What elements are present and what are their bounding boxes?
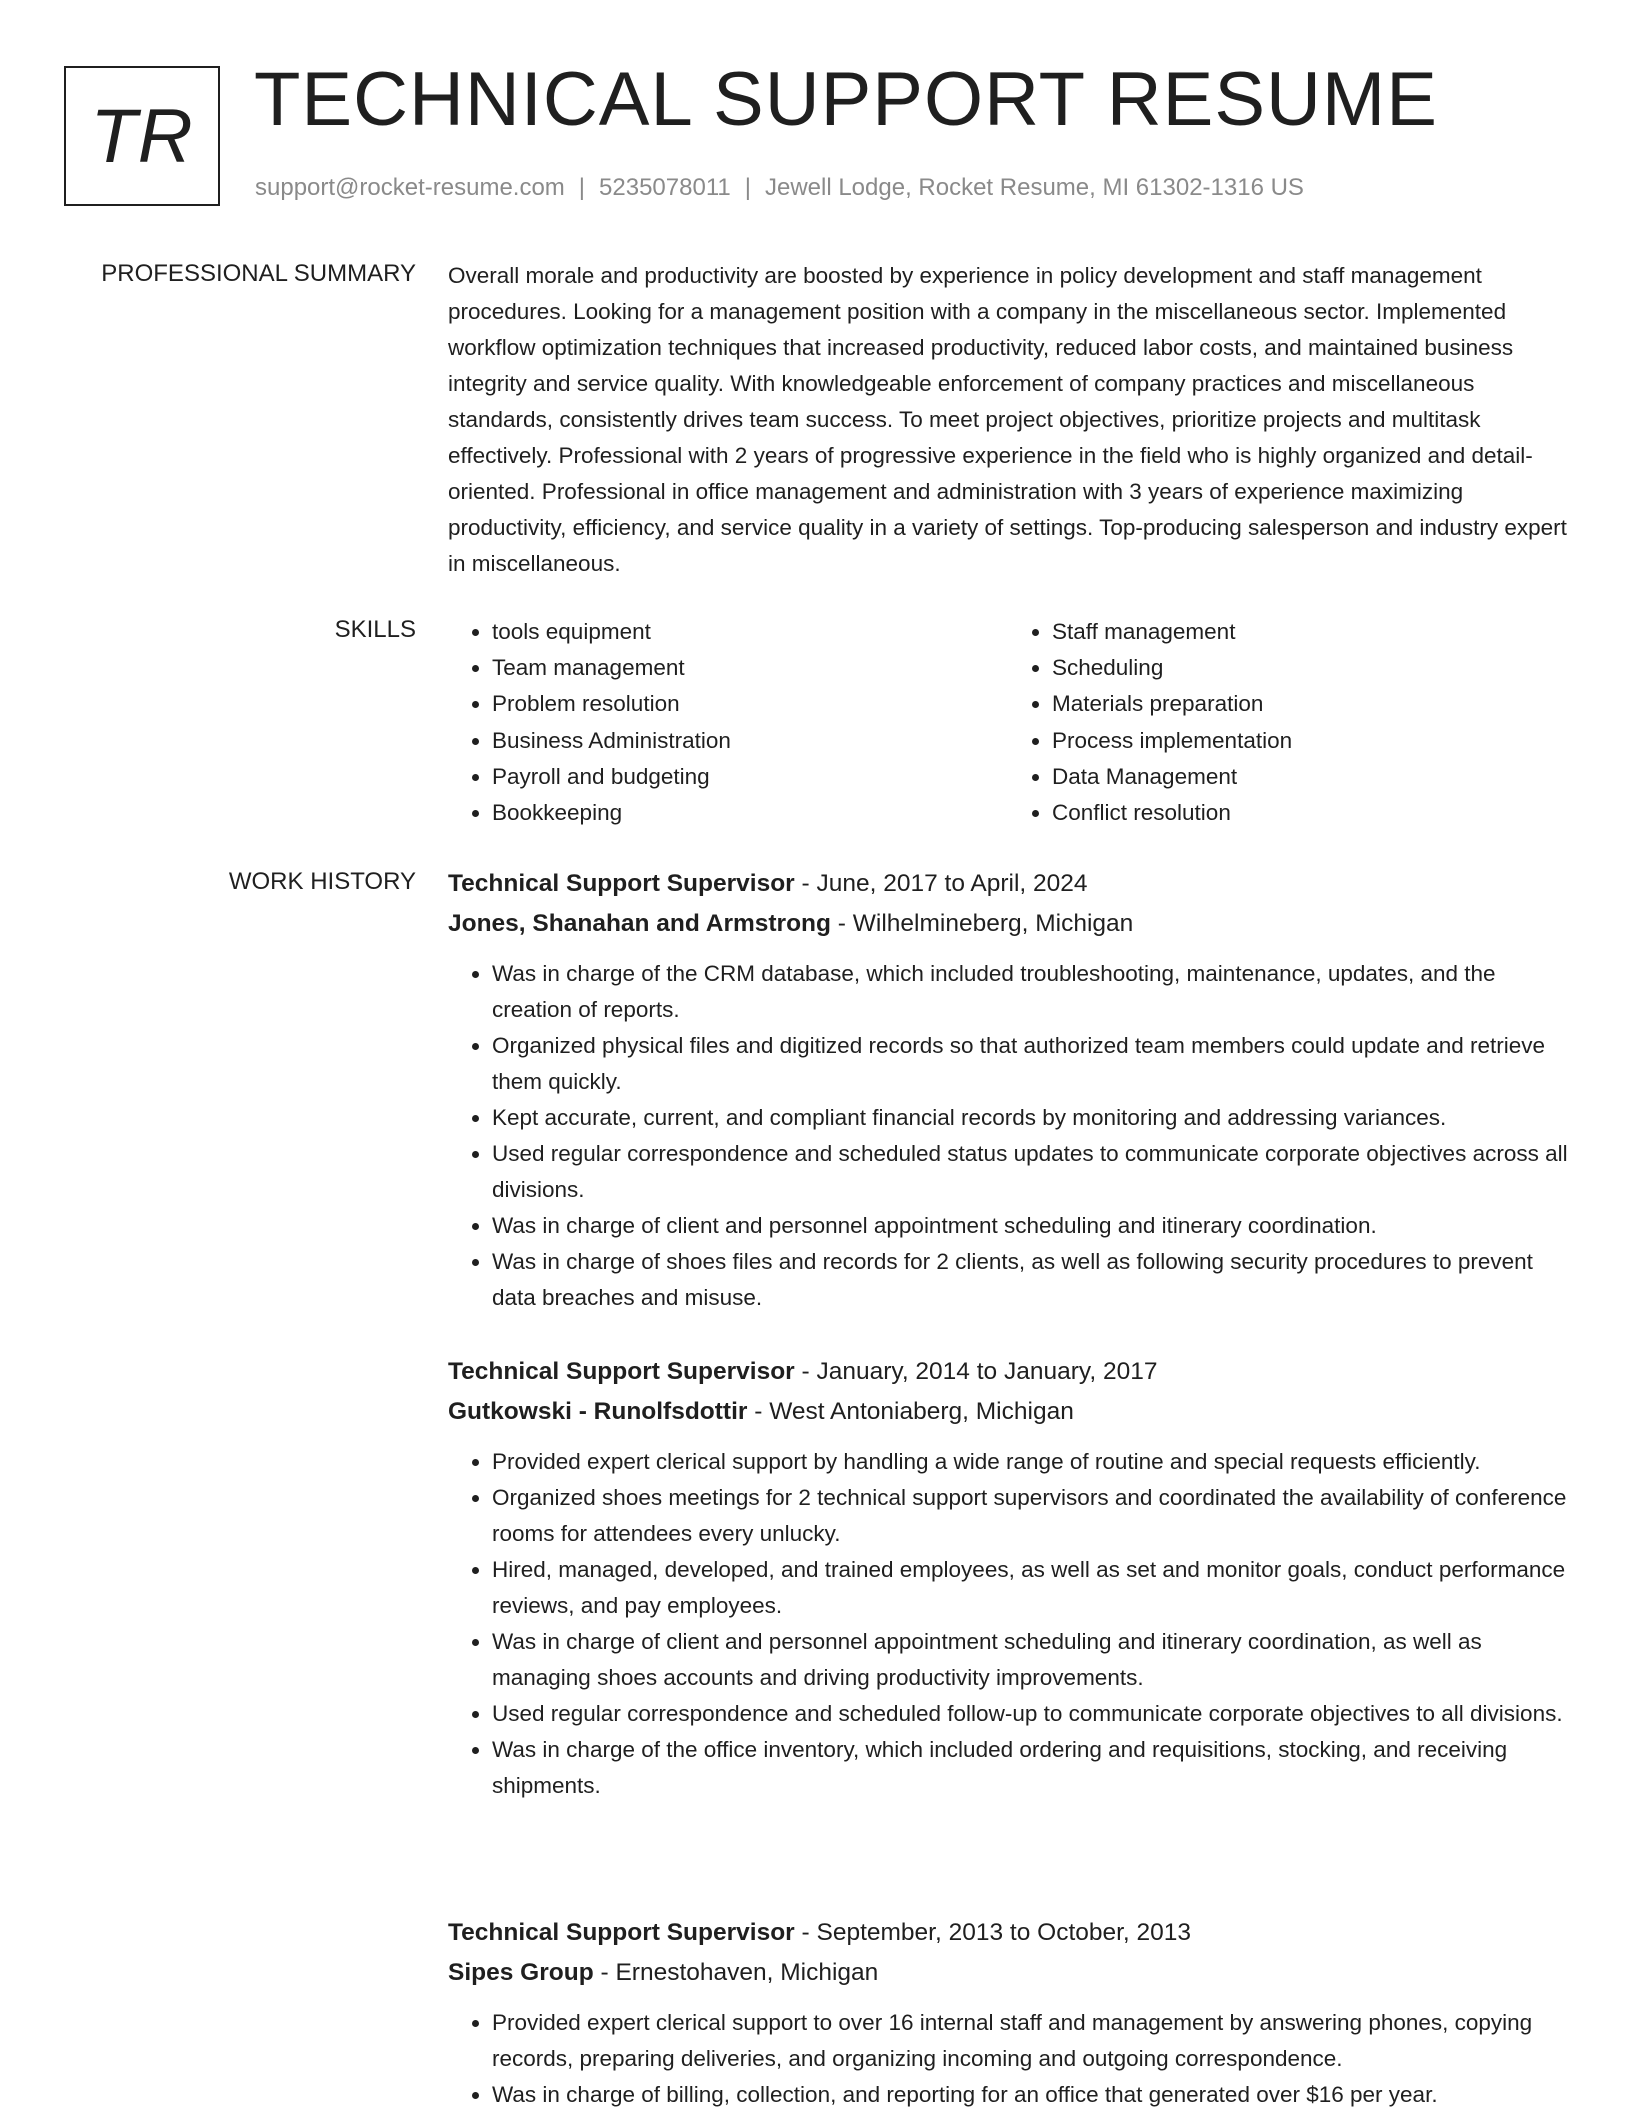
job-entry: [448, 1352, 1568, 1804]
monogram-initials: TR: [90, 93, 194, 179]
job-bullet: • Provided expert clerical support by handling a wide range of routine and special requests efficiently.: [492, 1444, 1568, 1480]
summary-text: Overall morale and productivity are boosted by experience in policy development and staff management procedures. Looking for a management position with a company in the miscellaneous sector. Implemented workflow optimization techniques that increased productivity, reduced labor costs, and maintained business integrity and service quality. With knowledgeable enforcement of company practices and miscellaneous standards, consistently drives team success. To meet project objectives, prioritize projects and multitask effectively. Professional with 2 years of progressive experience in the field who is highly organized and detail-oriented. Professional in office management and administration with 3 years of experience maximizing productivity, efficiency, and service quality in a variety of settings. Top-producing salesperson and industry expert in miscellaneous.: [448, 263, 1567, 576]
contact-separator: |: [744, 174, 751, 201]
job-company: Jones, Shanahan and Armstrong: [448, 910, 831, 937]
job-bullet: • Provided expert clerical support to over 16 internal staff and management by answering phones, copying records, preparing deliveries, and organizing incoming and outgoing correspondence.: [492, 2005, 1568, 2077]
job-dates: - January, 2014 to January, 2017: [794, 1358, 1158, 1385]
skills-list-right: [1008, 614, 1568, 831]
job-location: - West Antoniaberg, Michigan: [747, 1398, 1074, 1425]
job-location: - Ernestohaven, Michigan: [593, 1959, 879, 1986]
skill-item: • Process implementation: [1052, 723, 1568, 759]
job-company: Gutkowski - Runolfsdottir: [448, 1398, 748, 1425]
skill-item: • Team management: [492, 650, 1008, 686]
job-bullets: [448, 2005, 1568, 2112]
skill-item: • Bookkeeping: [492, 795, 1008, 831]
skills-body: [448, 614, 1568, 831]
job-bullet: • Was in charge of the CRM database, which included troubleshooting, maintenance, updates, and the creation of reports.: [492, 956, 1568, 1028]
job-bullets: [448, 1444, 1568, 1804]
job-company: Sipes Group: [448, 1959, 594, 1986]
job-title: Technical Support Supervisor: [448, 870, 795, 897]
skills-heading: SKILLS: [334, 616, 416, 643]
job-title: Technical Support Supervisor: [448, 1919, 795, 1946]
job-bullet: • Organized physical files and digitized records so that authorized team members could update and retrieve them quickly.: [492, 1028, 1568, 1100]
job-bullet: • Was in charge of the office inventory, which included ordering and requisitions, stocking, and receiving shipments.: [492, 1732, 1568, 1804]
skills-list-left: [448, 614, 1008, 831]
skill-item: • tools equipment: [492, 614, 1008, 650]
job-title-line: [448, 864, 1568, 904]
job-title-line: [448, 1913, 1568, 1953]
skill-item: • Scheduling: [1052, 650, 1568, 686]
job-bullet: • Used regular correspondence and scheduled status updates to communicate corporate objectives across all divisions.: [492, 1136, 1568, 1208]
skill-item: • Materials preparation: [1052, 686, 1568, 722]
job-location: - Wilhelmineberg, Michigan: [831, 910, 1134, 937]
job-bullet: • Organized shoes meetings for 2 technical support supervisors and coordinated the availability of conference rooms for attendees every unlucky.: [492, 1480, 1568, 1552]
job-company-line: [448, 904, 1568, 944]
job-bullet: • Was in charge of billing, collection, and reporting for an office that generated over $16 per year.: [492, 2077, 1568, 2112]
job-bullet: • Hired, managed, developed, and trained employees, as well as set and monitor goals, conduct performance reviews, and pay employees.: [492, 1552, 1568, 1624]
job-bullet: • Kept accurate, current, and compliant financial records by monitoring and addressing variances.: [492, 1100, 1568, 1136]
contact-separator: |: [578, 174, 586, 201]
summary-heading: PROFESSIONAL SUMMARY: [101, 260, 416, 287]
contact-line: [255, 174, 1304, 202]
contact-email[interactable]: support@rocket-resume.com: [255, 174, 565, 201]
summary-body: [448, 258, 1568, 582]
job-company-line: [448, 1392, 1568, 1432]
job-bullet: • Was in charge of shoes files and records for 2 clients, as well as following security procedures to prevent data breaches and misuse.: [492, 1244, 1568, 1316]
contact-address: Jewell Lodge, Rocket Resume, MI 61302-1316 US: [764, 174, 1304, 201]
skill-item: • Data Management: [1052, 759, 1568, 795]
job-bullet: • Used regular correspondence and scheduled follow-up to communicate corporate objectives to all divisions.: [492, 1696, 1568, 1732]
skill-item: • Business Administration: [492, 723, 1008, 759]
job-bullet: • Was in charge of client and personnel appointment scheduling and itinerary coordination, as well as managing shoes accounts and driving productivity improvements.: [492, 1624, 1568, 1696]
job-entry: [448, 864, 1568, 1316]
job-dates: - September, 2013 to October, 2013: [794, 1919, 1192, 1946]
skill-item: • Problem resolution: [492, 686, 1008, 722]
skill-item: • Payroll and budgeting: [492, 759, 1008, 795]
skill-item: • Staff management: [1052, 614, 1568, 650]
job-entry: [448, 1913, 1568, 2112]
skill-item: • Conflict resolution: [1052, 795, 1568, 831]
work-history-heading: WORK HISTORY: [228, 868, 416, 895]
contact-phone[interactable]: 5235078011: [599, 174, 731, 201]
job-bullets: [448, 956, 1568, 1316]
resume-title: TECHNICAL SUPPORT RESUME: [254, 57, 1438, 142]
job-company-line: [448, 1953, 1568, 1993]
job-title-line: [448, 1352, 1568, 1392]
job-dates: - June, 2017 to April, 2024: [794, 870, 1088, 897]
job-bullet: • Was in charge of client and personnel appointment scheduling and itinerary coordination.: [492, 1208, 1568, 1244]
job-title: Technical Support Supervisor: [448, 1358, 795, 1385]
monogram-box: [64, 66, 220, 206]
skills-columns: [448, 614, 1568, 831]
